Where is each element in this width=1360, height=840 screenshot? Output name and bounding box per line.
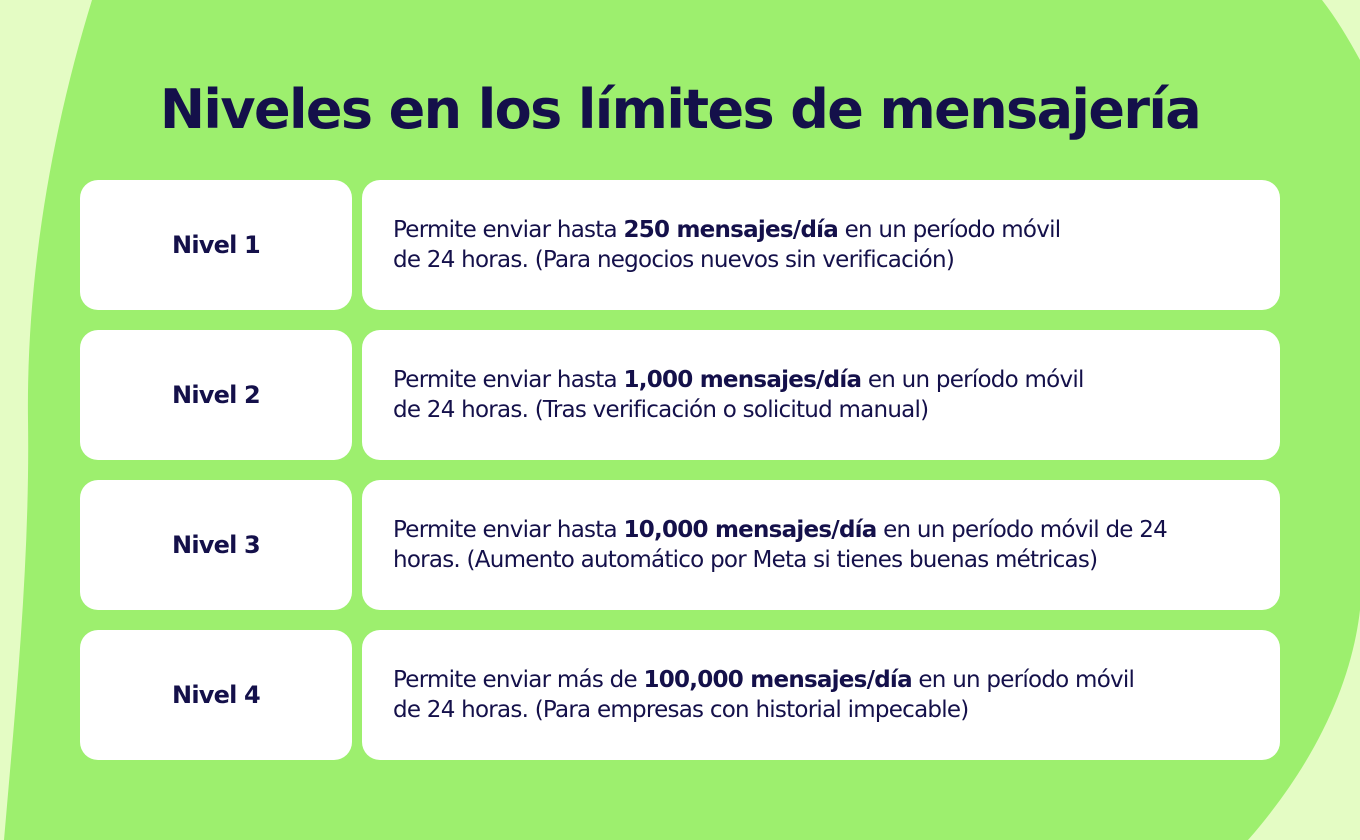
tier-description bbox=[393, 365, 1252, 425]
tier-row-1 bbox=[80, 180, 1280, 310]
description-text: en un período móvil bbox=[838, 217, 1061, 243]
tier-label: Nivel 2 bbox=[172, 381, 260, 409]
message-limit-highlight: 10,000 mensajes/día bbox=[623, 517, 877, 543]
tier-row-2 bbox=[80, 330, 1280, 460]
description-text: en un período móvil de 24 bbox=[876, 517, 1168, 543]
description-text: horas. (Aumento automático por Meta si tienes buenas métricas) bbox=[393, 547, 1098, 573]
description-text: de 24 horas. (Tras verificación o solicitud manual) bbox=[393, 397, 929, 423]
tier-label-card bbox=[80, 630, 352, 760]
description-text: de 24 horas. (Para empresas con historial impecable) bbox=[393, 697, 969, 723]
description-text: Permite enviar más de bbox=[393, 667, 644, 693]
message-limit-highlight: 250 mensajes/día bbox=[623, 217, 839, 243]
tier-label: Nivel 4 bbox=[172, 681, 260, 709]
tier-description-card bbox=[362, 180, 1280, 310]
tier-description-card bbox=[362, 480, 1280, 610]
message-limit-highlight: 100,000 mensajes/día bbox=[643, 667, 912, 693]
description-text: de 24 horas. (Para negocios nuevos sin verificación) bbox=[393, 247, 955, 273]
description-text: en un período móvil bbox=[911, 667, 1135, 693]
page-title: Niveles en los límites de mensajería bbox=[159, 78, 1201, 141]
tier-description bbox=[393, 665, 1252, 725]
description-text: Permite enviar hasta bbox=[393, 367, 624, 393]
description-text: Permite enviar hasta bbox=[393, 517, 624, 543]
tier-label-card bbox=[80, 180, 352, 310]
tier-label: Nivel 3 bbox=[172, 531, 260, 559]
message-limit-highlight: 1,000 mensajes/día bbox=[623, 367, 862, 393]
description-text: en un período móvil bbox=[861, 367, 1084, 393]
tier-row-4 bbox=[80, 630, 1280, 760]
tier-label-card bbox=[80, 480, 352, 610]
tier-description bbox=[393, 515, 1252, 575]
tier-row-3 bbox=[80, 480, 1280, 610]
tier-description-card bbox=[362, 330, 1280, 460]
tier-label-card bbox=[80, 330, 352, 460]
description-text: Permite enviar hasta bbox=[393, 217, 624, 243]
tier-description-card bbox=[362, 630, 1280, 760]
tier-label: Nivel 1 bbox=[172, 231, 260, 259]
tier-description bbox=[393, 215, 1252, 275]
